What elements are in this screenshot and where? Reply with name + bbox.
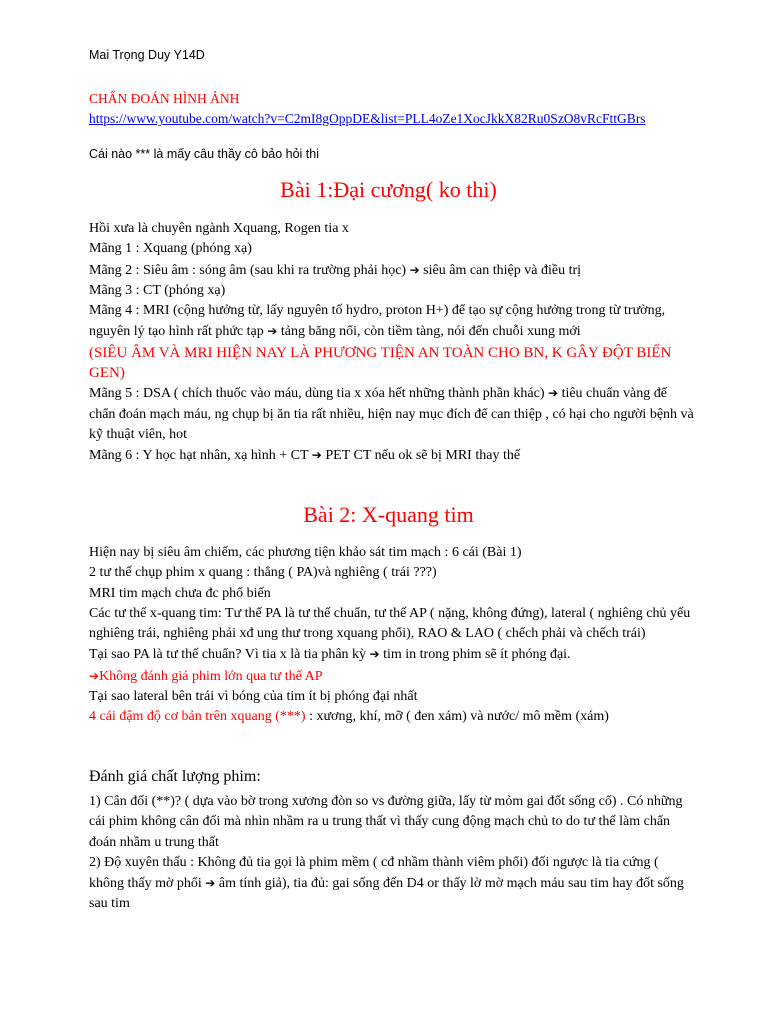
author-name: Mai Trọng Duy Y14D [89, 48, 205, 62]
lesson2-line: Các tư thế x-quang tim: Tư thế PA là tư thế chuẩn, tư thế AP ( nặng, không đứng), lateral ( nghiêng chủ yếu nghiêng trái, nghiêng phải xđ ung thư trong xquang phổi), RAO & LAO ( chếch phải và chếch trái) [89, 605, 691, 642]
right-arrow-icon: ➔ [205, 876, 216, 891]
lesson2-line: Tại sao PA là tư thế chuẩn? Vì tia x là tia phân kỳ ➔ tim in trong phim sẽ ít phóng đại. [89, 647, 571, 663]
right-arrow-icon: ➔ [369, 647, 380, 662]
section-title: CHẨN ĐOÁN HÌNH ẢNH [89, 91, 240, 106]
lesson1-line: Hồi xưa là chuyên ngành Xquang, Rogen tia x [89, 221, 349, 236]
right-arrow-icon: ➔ [548, 386, 559, 401]
right-arrow-icon: ➔ [409, 262, 420, 277]
right-arrow-icon: ➔ [89, 668, 100, 683]
quality-body [89, 792, 696, 915]
lesson1-line: Mãng 3 : CT (phóng xạ) [89, 282, 226, 298]
lesson2-line: MRI tim mạch chưa đc phổ biến [89, 585, 271, 601]
lesson2-body [89, 543, 696, 728]
quality-title: Đánh giá chất lượng phim: [89, 768, 261, 785]
lesson1-line: Mãng 4 : MRI (cộng hưởng từ, lấy nguyên tố hydro, proton H+) để tạo sự cộng hưởng trong từ trường, nguyên lý tạo hình rất phức tạp ➔ tảng băng nổi, còn tiềm tàng, nói đến chuỗi xung mới [89, 303, 666, 340]
lesson1-warning: (SIÊU ÂM VÀ MRI HIỆN NAY LÀ PHƯƠNG TIỆN AN TOÀN CHO BN, K GÂY ĐỘT BIẾN GEN) [89, 344, 672, 382]
lesson1-line: Mãng 5 : DSA ( chích thuốc vào máu, dùng tia x xóa hết những thành phần khác) ➔ tiêu chuẩn vàng để chẩn đoán mạch máu, ng chụp bị ăn tia rất nhiều, hiện nay mục đích để can thiệp , có hại cho người bệnh và kỹ thuật viên, hot [89, 386, 694, 442]
right-arrow-icon: ➔ [311, 448, 322, 463]
lesson1-title: Bài 1:Đại cương( ko thi) [280, 177, 497, 202]
right-arrow-icon: ➔ [267, 324, 278, 339]
lesson2-line: Tại sao lateral bên trái vì bóng của tim ít bị phóng đại nhất [89, 689, 418, 705]
lesson1-line: Mãng 6 : Y học hạt nhân, xạ hình + CT ➔ PET CT nếu ok sẽ bị MRI thay thế [89, 448, 521, 464]
lesson1-body [89, 219, 696, 467]
lesson1-line: Mãng 1 : Xquang (phóng xạ) [89, 241, 252, 257]
lesson2-title: Bài 2: X-quang tim [303, 502, 474, 527]
lesson1-line: Mãng 2 : Siêu âm : sóng âm (sau khi ra trường phải học) ➔ siêu âm can thiệp và điều trị [89, 262, 582, 278]
lesson2-line: Hiện nay bị siêu âm chiếm, các phương tiện khảo sát tim mạch : 6 cái (Bài 1) [89, 545, 522, 560]
youtube-link[interactable]: https://www.youtube.com/watch?v=C2mI8gOppDE&list=PLL4oZe1XocJkkX82Ru0SzO8vRcFttGBrs [89, 111, 646, 126]
lesson2-warning: ➔Không đánh giá phim lớn qua tư thế AP [89, 668, 323, 684]
lesson2-line: 4 cái đậm độ cơ bản trên xquang (***) : xương, khí, mỡ ( đen xám) và nước/ mô mềm (xám) [89, 709, 609, 725]
lesson2-line: 2 tư thế chụp phim x quang : thẳng ( PA)và nghiêng ( trái ???) [89, 565, 437, 581]
quality-paragraph: 1) Cân đối (**)? ( dựa vào bờ trong xương đòn so vs đường giữa, lấy từ mỏm gai đốt sống cổ) . Có những cái phim không cân đối mà nhìn nhầm ra u trung thất vì thấy cung động mạch chủ to do tư thế làm chẩn đoán nhầm u trung thất [89, 794, 683, 850]
exam-note: Cái nào *** là mấy câu thầy cô bảo hỏi thi [89, 147, 319, 161]
quality-paragraph: 2) Độ xuyên thấu : Không đủ tia gọi là phim mềm ( cđ nhầm thành viêm phổi) đối ngược là tia cứng ( không thấy mờ phổi ➔ âm tính giả), tia đủ: gai sống đến D4 or thấy lờ mờ mạch máu sau tim hay đốt sống sau tim [89, 854, 684, 912]
